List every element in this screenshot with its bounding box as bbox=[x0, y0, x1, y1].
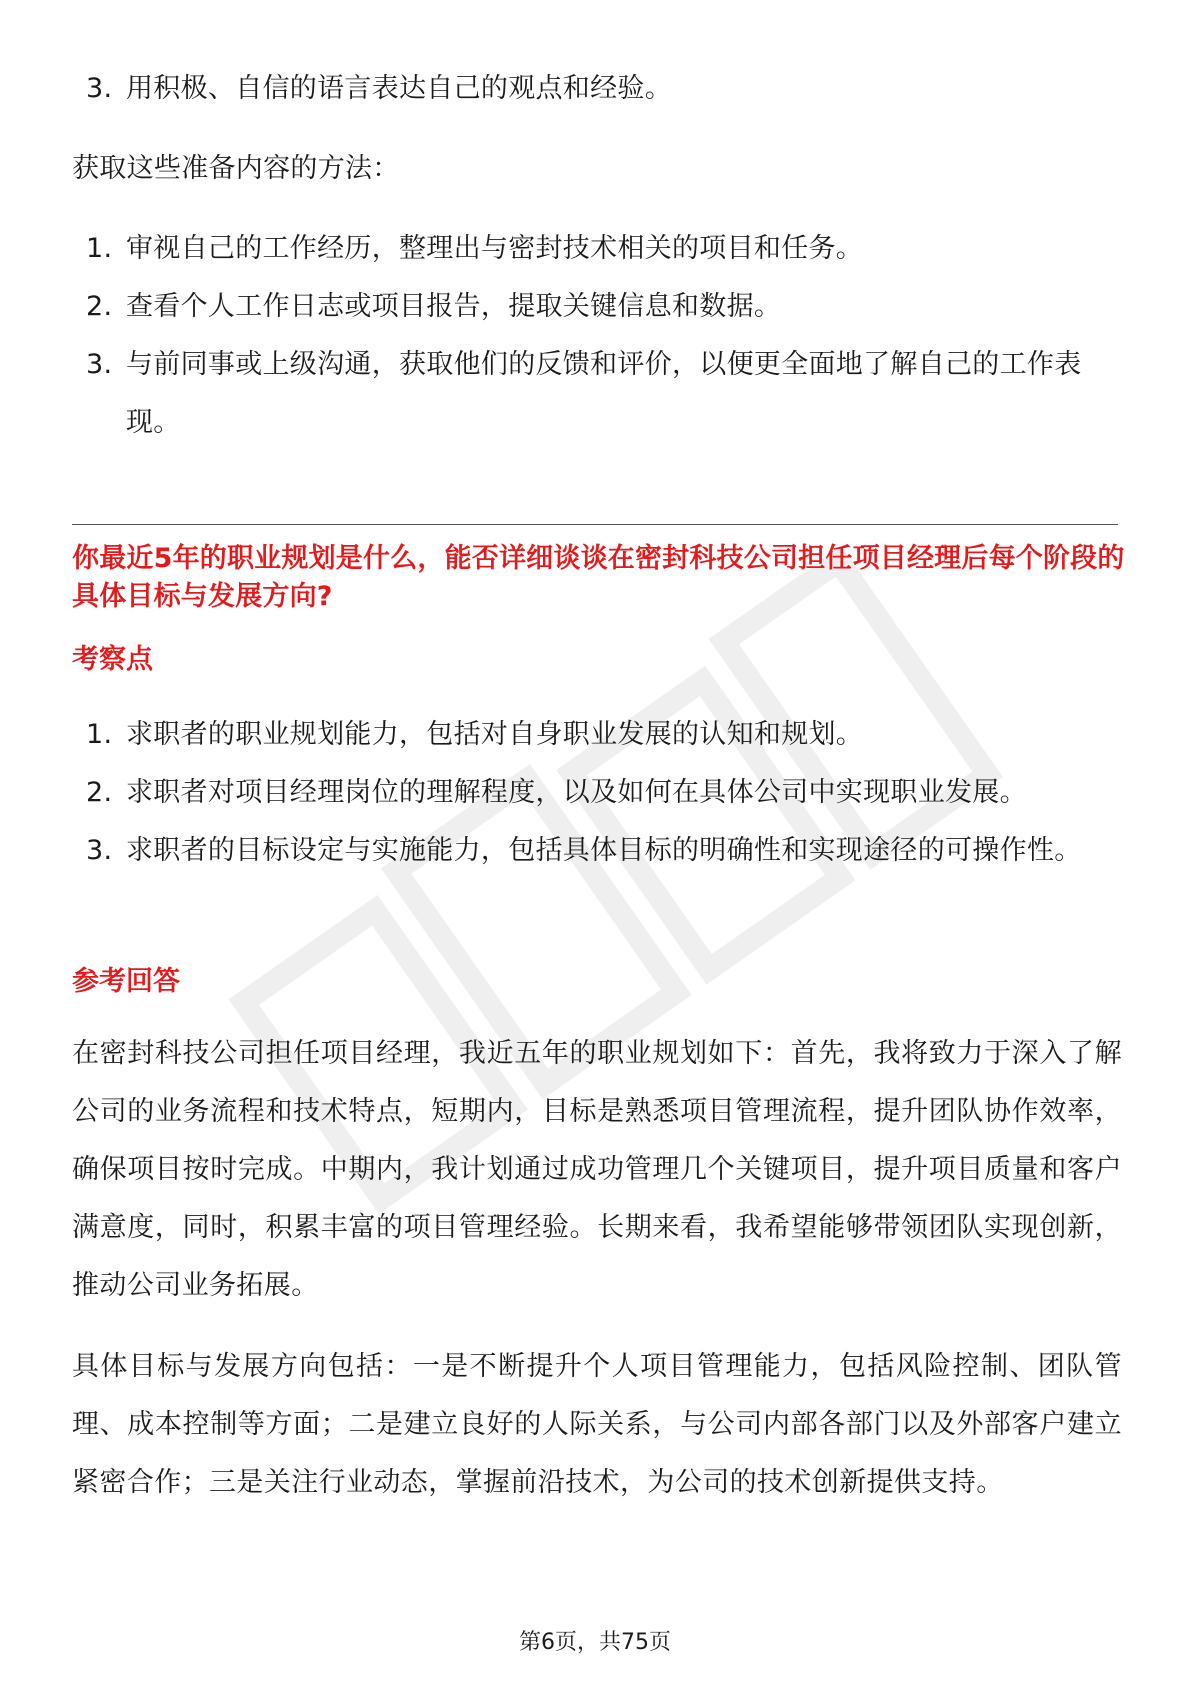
preparation-list-tail bbox=[72, 60, 1118, 118]
list-item-number: 3. bbox=[86, 73, 113, 104]
page-footer: 第6页，共75页 bbox=[519, 1630, 671, 1655]
section-divider bbox=[72, 524, 1118, 525]
list-item-text: 查看个人工作日志或项目报告，提取关键信息和数据。 bbox=[126, 291, 782, 322]
focus-heading: 考察点 bbox=[72, 644, 153, 675]
list-item bbox=[72, 822, 1118, 880]
methods-list bbox=[72, 220, 1118, 452]
answer-heading: 参考回答 bbox=[72, 966, 180, 997]
answer-paragraph: 具体目标与发展方向包括：一是不断提升个人项目管理能力，包括风险控制、团队管理、成本控制等方面；二是建立良好的人际关系，与公司内部各部门以及外部客户建立紧密合作；三是关注行业动态，掌握前沿技术，为公司的技术创新提供支持。 bbox=[72, 1351, 1122, 1498]
focus-points-list bbox=[72, 706, 1118, 880]
list-item bbox=[72, 706, 1118, 764]
list-item bbox=[72, 220, 1118, 278]
list-item-number: 1. bbox=[86, 719, 113, 750]
list-item-text: 与前同事或上级沟通，获取他们的反馈和评价，以便更全面地了解自己的工作表现。 bbox=[126, 349, 1082, 438]
list-item-text: 审视自己的工作经历，整理出与密封技术相关的项目和任务。 bbox=[126, 233, 864, 264]
list-item-text: 求职者的目标设定与实施能力，包括具体目标的明确性和实现途径的可操作性。 bbox=[126, 835, 1082, 866]
list-item-number: 2. bbox=[86, 291, 113, 322]
list-item bbox=[72, 60, 1118, 118]
list-item-number: 3. bbox=[86, 349, 113, 380]
answer-paragraph: 在密封科技公司担任项目经理，我近五年的职业规划如下：首先，我将致力于深入了解公司的业务流程和技术特点，短期内，目标是熟悉项目管理流程，提升团队协作效率，确保项目按时完成。中期内，我计划通过成功管理几个关键项目，提升项目质量和客户满意度，同时，积累丰富的项目管理经验。长期来看，我希望能够带领团队实现创新，推动公司业务拓展。 bbox=[72, 1038, 1122, 1301]
list-item-number: 2. bbox=[86, 777, 113, 808]
list-item-text: 求职者的职业规划能力，包括对自身职业发展的认知和规划。 bbox=[126, 719, 864, 750]
methods-intro: 获取这些准备内容的方法： bbox=[72, 153, 400, 184]
interview-question: 你最近5年的职业规划是什么，能否详细谈谈在密封科技公司担任项目经理后每个阶段的具体目标与发展方向? bbox=[72, 543, 1125, 612]
list-item-text: 用积极、自信的语言表达自己的观点和经验。 bbox=[126, 73, 672, 104]
list-item bbox=[72, 764, 1118, 822]
list-item-number: 3. bbox=[86, 835, 113, 866]
list-item bbox=[72, 336, 1118, 452]
list-item-number: 1. bbox=[86, 233, 113, 264]
list-item bbox=[72, 278, 1118, 336]
list-item-text: 求职者对项目经理岗位的理解程度，以及如何在具体公司中实现职业发展。 bbox=[126, 777, 1027, 808]
